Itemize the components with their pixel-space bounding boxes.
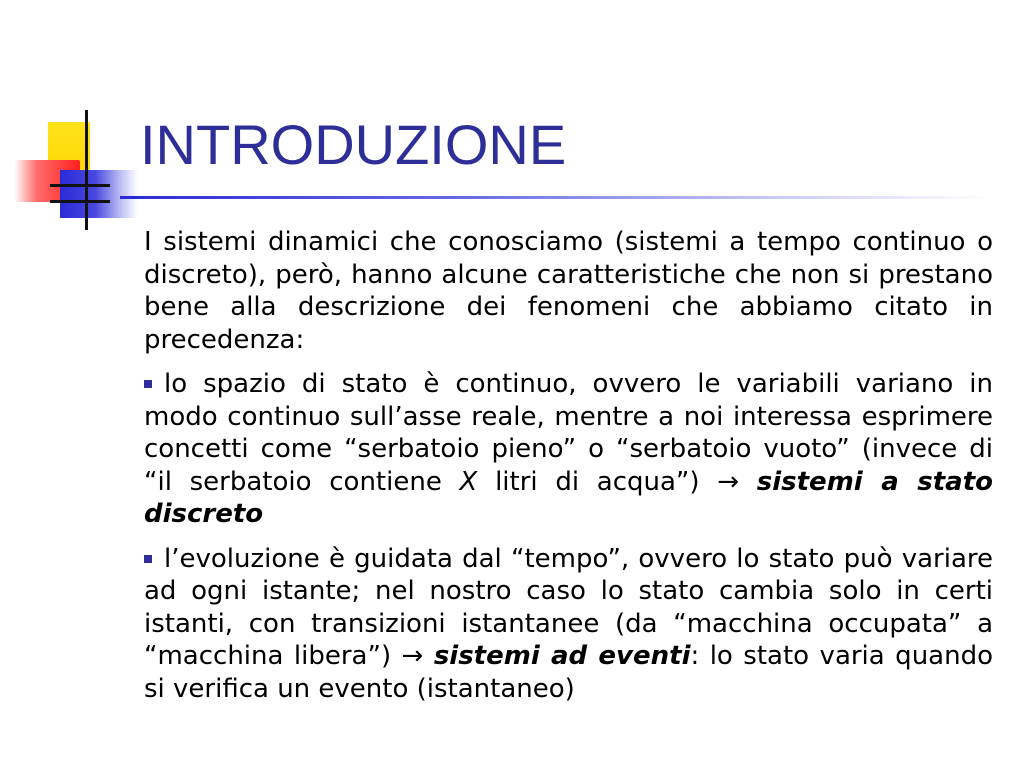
blue-square [60,170,138,218]
bullet-1-variable: X [459,466,478,497]
bullet-item-1 [144,368,993,531]
horizontal-line-bottom [50,200,110,203]
bullet-2-text-2: : lo stato varia quando si verifica un evento (istantaneo) [144,641,993,704]
decorative-squares-logo [0,100,150,235]
square-bullet-icon [144,555,152,563]
bullet-2-text-1: l’evoluzione è guidata dal “tempo”, ovvero lo stato può variare ad ogni istante; nel nostro caso lo stato cambia solo in certi istanti, con transizioni istantanee (da “macchina occupata” a “macchina libera”) → [144,543,993,671]
square-bullet-icon [144,380,152,388]
intro-paragraph: I sistemi dinamici che conosciamo (sistemi a tempo continuo o discreto), però, hanno alcune caratteristiche che non si prestano bene alla descrizione dei fenomeni che abbiamo citato in precedenza: [144,227,993,355]
bullet-2-term: sistemi ad eventi [433,641,691,671]
title-underline [120,196,990,199]
vertical-line [85,110,88,230]
bullet-1-text-1: lo spazio di stato è continuo, ovvero le variabili variano in modo continuo sull’asse reale, mentre a noi interessa esprimere concetti come “serbatoio pieno” o “serbatoio vuoto” (invece di “il serbatoio contiene [144,369,993,497]
bullet-item-2 [144,543,993,706]
bullet-1-text-2: litri di acqua”) → [477,466,757,497]
horizontal-line-top [50,184,110,187]
bullet-1-term: sistemi a stato discreto [144,466,993,529]
slide-title: INTRODUZIONE [140,113,567,176]
slide-content [144,226,993,705]
